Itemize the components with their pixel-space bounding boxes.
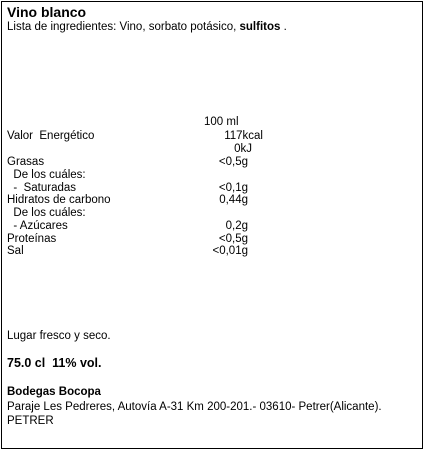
- nutrition-value-energy-kcal: 117kcal: [224, 130, 263, 142]
- nutrition-label-salt: Sal: [7, 245, 24, 257]
- nutrition-per-header: 100 ml: [204, 116, 239, 128]
- nutrition-value-fat: <0,5g: [218, 156, 248, 168]
- nutrition-value-salt: <0,01g: [212, 245, 248, 257]
- ingredients-text: Lista de ingredientes: Vino, sorbato potásico,: [7, 21, 240, 33]
- nutrition-label-carbs-of-which: De los cuáles:: [7, 207, 86, 219]
- nutrition-label-saturated: - Saturadas: [7, 182, 77, 194]
- nutrition-label-energy: Valor Energético: [7, 130, 95, 142]
- nutrition-value-carbohydrates: 0,44g: [219, 194, 248, 206]
- nutrition-label-protein: Proteínas: [7, 233, 57, 245]
- nutrition-value-saturated: <0,1g: [218, 182, 248, 194]
- nutrition-label-fat-of-which: De los cuáles:: [7, 169, 86, 181]
- nutrition-label-carbohydrates: Hidratos de carbono: [7, 194, 111, 206]
- nutrition-label-fat: Grasas: [7, 156, 45, 168]
- ingredients-list: [7, 22, 287, 34]
- ingredients-end: .: [280, 21, 287, 33]
- nutrition-value-protein: <0,5g: [218, 233, 248, 245]
- allergen-sulfitos: sulfitos: [239, 21, 281, 33]
- nutrition-value-sugars: 0,2g: [225, 220, 248, 232]
- nutrition-label-sugars: - Azúcares: [7, 220, 68, 232]
- storage-instructions: Lugar fresco y seco.: [7, 330, 111, 342]
- producer-town: PETRER: [7, 415, 54, 427]
- nutrition-value-energy-kj: 0kJ: [234, 143, 252, 155]
- producer-address: Paraje Les Pedreres, Autovía A-31 Km 200-201.- 03610- Petrer(Alicante).: [7, 401, 382, 413]
- producer-name: Bodegas Bocopa: [7, 386, 101, 398]
- product-title: Vino blanco: [7, 4, 87, 20]
- volume-alcohol: 75.0 cl 11% vol.: [7, 356, 102, 370]
